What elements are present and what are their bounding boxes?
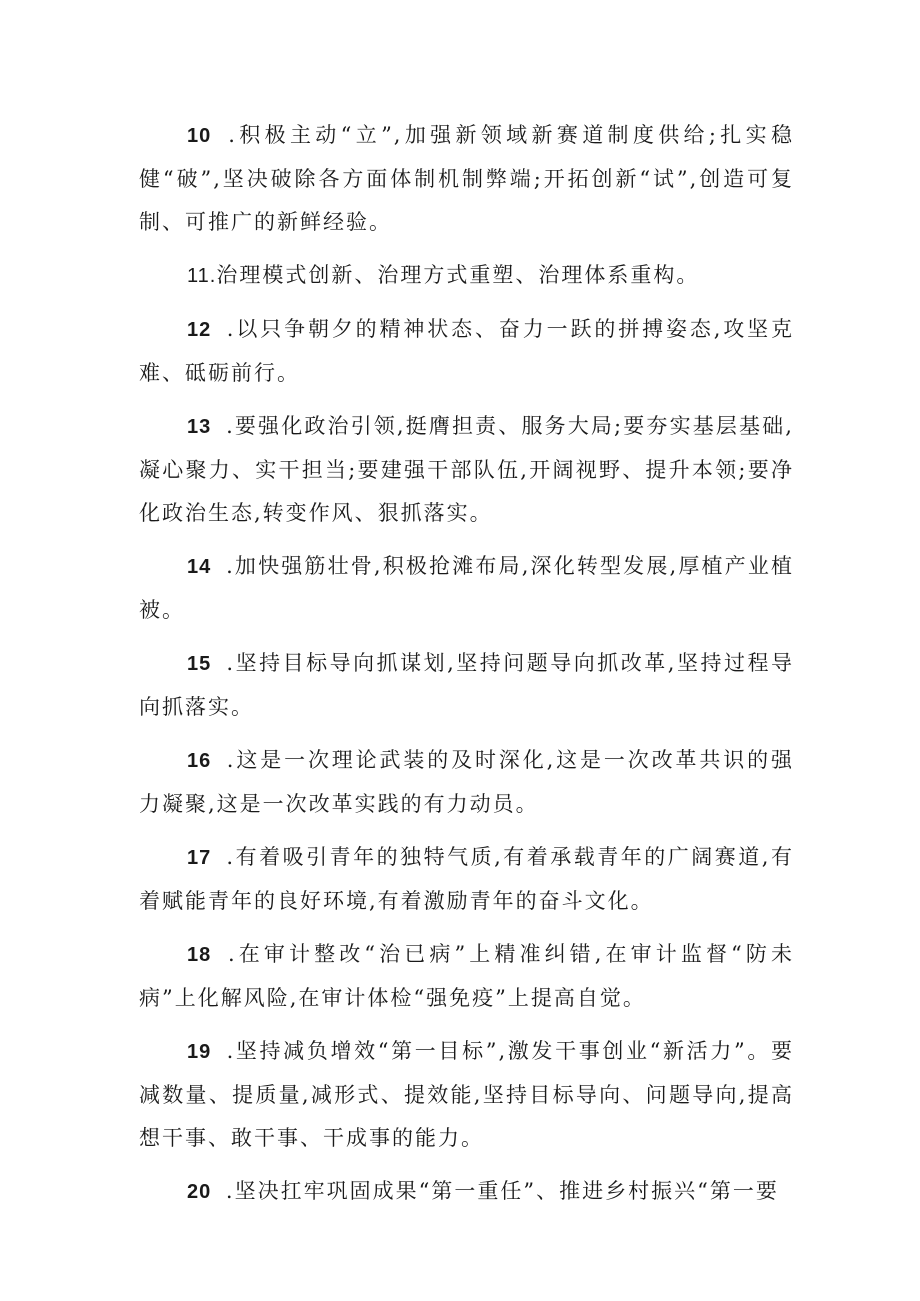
- item-text: 积极主动“立”,加强新领域新赛道制度供给;扎实稳健“破”,坚决破除各方面体制机制弊端;开拓创新“试”,创造可复制、可推广的新鲜经验。: [139, 123, 794, 234]
- list-item: [139, 739, 794, 826]
- list-item: [139, 114, 794, 244]
- item-separator: .: [217, 317, 236, 341]
- document-body: [139, 114, 794, 1224]
- list-item: [139, 642, 794, 729]
- list-item: [139, 1030, 794, 1160]
- item-text: 这是一次理论武装的及时深化,这是一次改革共识的强力凝聚,这是一次改革实践的有力动员。: [139, 748, 794, 816]
- list-item: [139, 308, 794, 395]
- list-item: [139, 1170, 794, 1214]
- item-number: 11.: [187, 265, 217, 287]
- item-separator: .: [217, 942, 237, 966]
- item-separator: .: [217, 554, 235, 578]
- item-separator: .: [217, 748, 236, 772]
- item-text: 治理模式创新、治理方式重塑、治理体系重构。: [216, 263, 700, 287]
- item-separator: .: [217, 1039, 236, 1063]
- item-text: 有着吸引青年的独特气质,有着承载青年的广阔赛道,有着赋能青年的良好环境,有着激励青年的奋斗文化。: [139, 845, 794, 913]
- item-text: 要强化政治引领,挺膺担责、服务大局;要夯实基层基础,凝心聚力、实干担当;要建强干部队伍,开阔视野、提升本领;要净化政治生态,转变作风、狠抓落实。: [139, 414, 794, 525]
- list-item: [139, 254, 794, 298]
- item-text: 坚持减负增效“第一目标”,激发干事创业“新活力”。要减数量、提质量,减形式、提效能,坚持目标导向、问题导向,提高想干事、敢干事、干成事的能力。: [139, 1039, 794, 1150]
- item-text: 坚持目标导向抓谋划,坚持问题导向抓改革,坚持过程导向抓落实。: [139, 651, 794, 719]
- list-item: [139, 545, 794, 632]
- item-number: 17: [187, 847, 212, 869]
- item-text: 加快强筋壮骨,积极抢滩布局,深化转型发展,厚植产业植被。: [139, 554, 794, 622]
- item-separator: .: [217, 845, 236, 869]
- item-separator: .: [217, 651, 236, 675]
- list-item: [139, 933, 794, 1020]
- item-text: 在审计整改“治已病”上精准纠错,在审计监督“防未病”上化解风险,在审计体检“强免疫”上提高自觉。: [139, 942, 794, 1010]
- item-number: 14: [187, 556, 212, 578]
- item-number: 16: [187, 750, 212, 772]
- item-text: 以只争朝夕的精神状态、奋力一跃的拼搏姿态,攻坚克难、砥砺前行。: [139, 317, 794, 385]
- item-number: 19: [187, 1041, 212, 1063]
- item-number: 13: [187, 416, 212, 438]
- item-separator: .: [217, 123, 237, 147]
- item-number: 12: [187, 319, 212, 341]
- item-number: 18: [187, 944, 212, 966]
- item-number: 10: [187, 125, 212, 147]
- list-item: [139, 836, 794, 923]
- item-separator: .: [217, 1179, 235, 1203]
- item-number: 15: [187, 653, 212, 675]
- list-item: [139, 405, 794, 535]
- item-separator: .: [217, 414, 235, 438]
- item-text: 坚决扛牢巩固成果“第一重任”、推进乡村振兴“第一要: [234, 1179, 779, 1203]
- item-number: 20: [187, 1181, 212, 1203]
